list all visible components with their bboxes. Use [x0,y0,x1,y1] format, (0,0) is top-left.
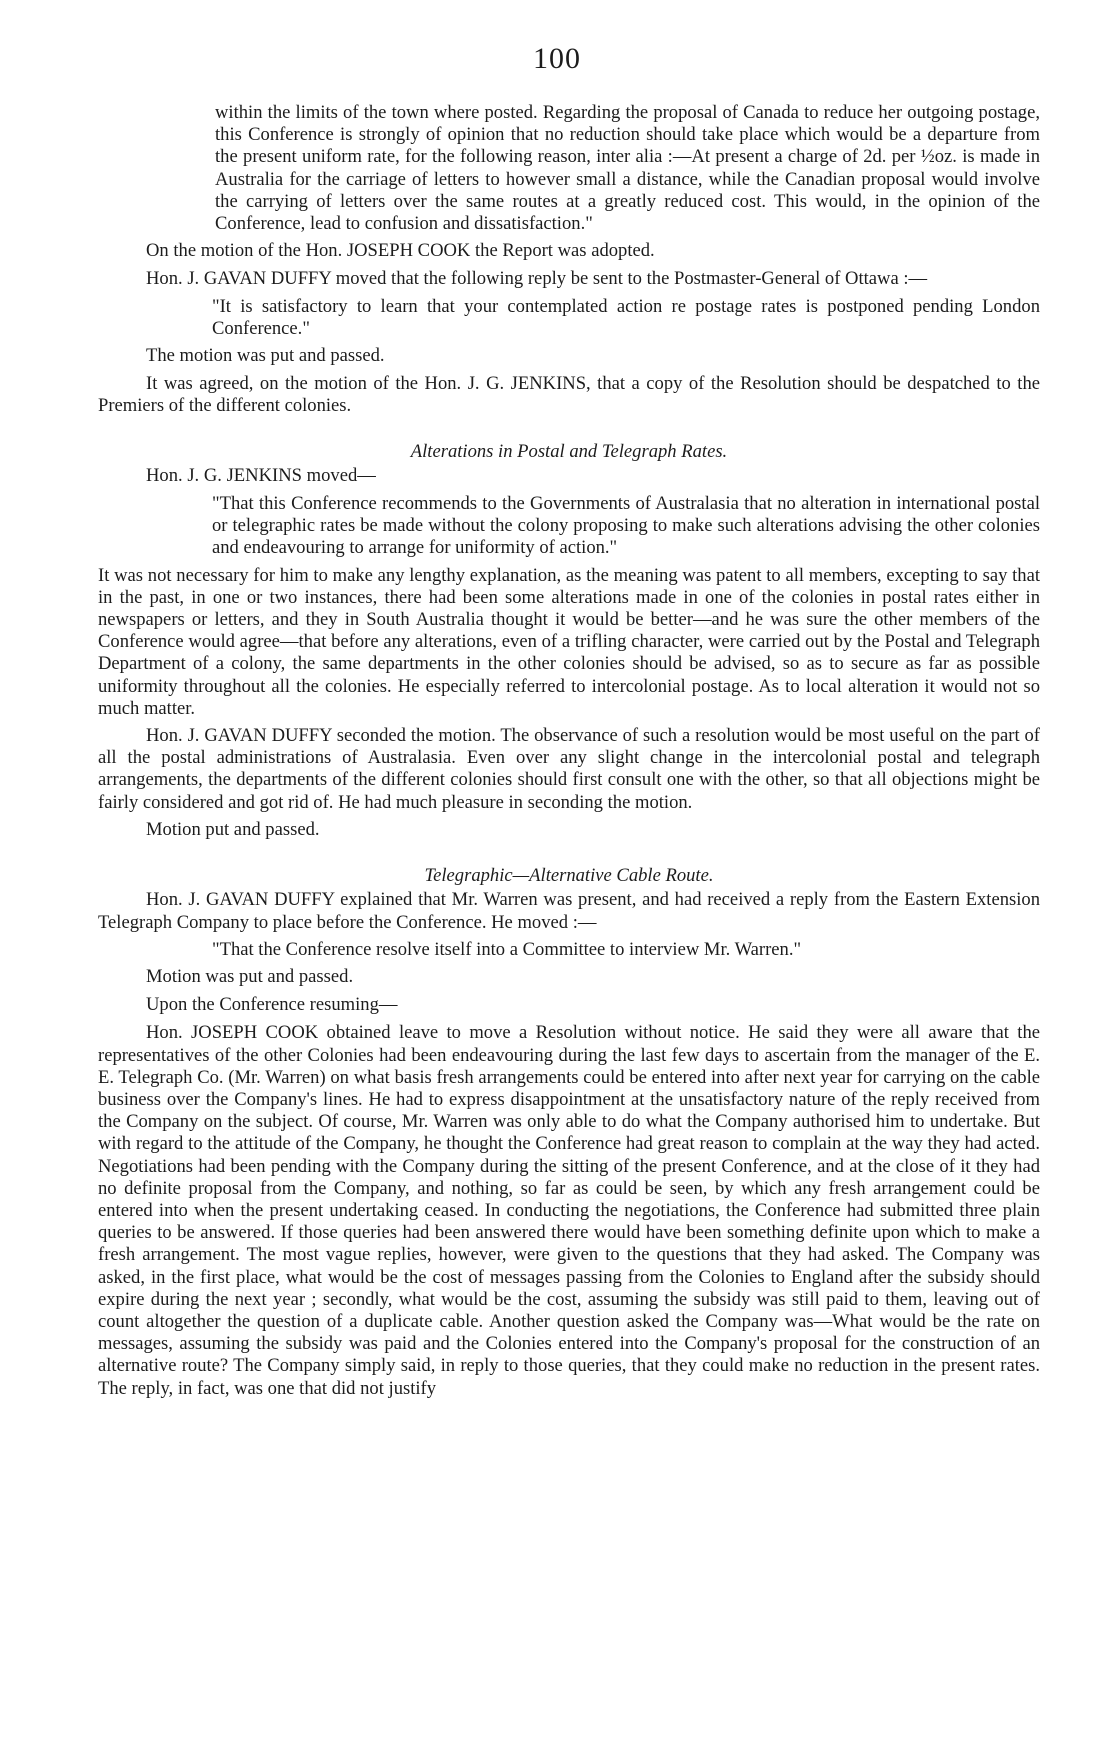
page-number: 100 [533,42,581,75]
committee-quote: "That the Conference resolve itself into a Committee to interview Mr. Warren." [212,938,802,960]
section-heading-cable-route: Telegraphic—Alternative Cable Route. [424,865,714,887]
report-quote-continuation: within the limits of the town where posted. Regarding the proposal of Canada to reduce her outgoing postage, this Conference is strongly of opinion that no reduction should take place which would be a departure from the present uniform rate, for the following reason, inter alia :—At present a charge of 2d. per ½oz. is made in Australia for the carriage of letters to however small a distance, while the Canadian proposal would involve the carrying of letters over the same routes at a greatly reduced cost. This would, in the opinion of the Conference, lead to confusion and dissatisfaction." [215,102,1040,235]
reply-motion-paragraph: Hon. J. GAVAN DUFFY moved that the following reply be sent to the Postmaster-General of Ottawa :— [146,268,928,290]
cook-resolution-paragraph: Hon. JOSEPH COOK obtained leave to move a Resolution without notice. He said they were all aware that the representatives of the other Colonies had been endeavouring during the last few days to ascertain from the manager of the E. E. Telegraph Co. (Mr. Warren) on what basis fresh arrangements could be entered into after next year for carrying on the cable business over the Company's lines. He had to express disappointment at the unsatisfactory nature of the reply received from the Company on the subject. Of course, Mr. Warren was only able to do what the Company authorised him to undertake. But with regard to the attitude of the Company, he thought the Conference had great reason to complain at the way they had acted. Negotiations had been pending with the Company during the sitting of the present Conference, and at the close of it they had no definite proposal from the Company, and nothing, so far as could be seen, by which any fresh arrangement could be entered into when the present undertaking ceased. In conducting the negotiations, the Conference had submitted three plain queries to be answered. If those queries had been answered there would have been something definite upon which to make a fresh arrangement. The most vague replies, however, were given to the questions that they had asked. The Company was asked, in the first place, what would be the cost of messages passing from the Colonies to England after the subsidy should expire during the next year ; secondly, what would be the cost, assuming the subsidy was still paid to them, leaving out of count altogether the question of a duplicate cable. Another question asked the Company was—What would be the rate on messages, assuming the subsidy was paid and the Colonies entered into the Company's proposal for the construction of an alternative route? The Company simply said, in reply to those queries, that they could make no reduction in the present rates. The reply, in fact, was one that did not justify [98,1022,1040,1399]
motion-put-passed-paragraph: Motion put and passed. [146,818,320,840]
report-adopted-paragraph: On the motion of the Hon. JOSEPH COOK the Report was adopted. [146,240,655,262]
section-spacer [98,847,1040,855]
ottawa-reply-quote: "It is satisfactory to learn that your contemplated action re postage rates is postponed pending London Conference." [212,295,1040,339]
section-heading-postal-rates: Alterations in Postal and Telegraph Rates. [410,440,728,462]
jenkins-moved-paragraph: Hon. J. G. JENKINS moved— [146,464,376,486]
conference-resuming-paragraph: Upon the Conference resuming— [146,994,398,1016]
page-body [98,102,1040,1405]
section-spacer [98,423,1040,431]
duffy-explained-paragraph: Hon. J. GAVAN DUFFY explained that Mr. Warren was present, and had received a reply from the Eastern Extension Telegraph Company to place before the Conference. He moved :— [98,889,1040,933]
duffy-seconded-paragraph: Hon. J. GAVAN DUFFY seconded the motion. The observance of such a resolution would be most useful on the part of all the postal administrations of Australasia. Even over any slight change in the intercolonial postal and telegraph arrangements, the departments of the different colonies should first consult one with the other, so that all objections might be fairly considered and got rid of. He had much pleasure in seconding the motion. [98,725,1040,813]
jenkins-explanation-paragraph: It was not necessary for him to make any lengthy explanation, as the meaning was patent to all members, excepting to say that in the past, in one or two instances, there had been some alterations made in one of the colonies in postal rates either in newspapers or letters, and they in South Australia thought it would be better—and he was sure the other members of the Conference would agree—that before any alterations, even of a trifling character, were carried out by the Postal and Telegraph Department of a colony, the same departments in the other colonies should be advised, so as to secure as far as possible uniformity throughout all the colonies. He especially referred to intercolonial postage. As to local alteration it would not so much matter. [98,564,1040,719]
motion-passed-paragraph: The motion was put and passed. [146,345,385,367]
resolution-despatch-paragraph: It was agreed, on the motion of the Hon. J. G. JENKINS, that a copy of the Resolution should be despatched to the Premiers of the different colonies. [98,373,1040,417]
jenkins-motion-quote: "That this Conference recommends to the Governments of Australasia that no alteration in international postal or telegraphic rates be made without the colony proposing to make such alterations advising the other colonies and endeavouring to arrange for uniformity of action." [212,493,1040,559]
motion-was-passed-paragraph: Motion was put and passed. [146,965,354,987]
